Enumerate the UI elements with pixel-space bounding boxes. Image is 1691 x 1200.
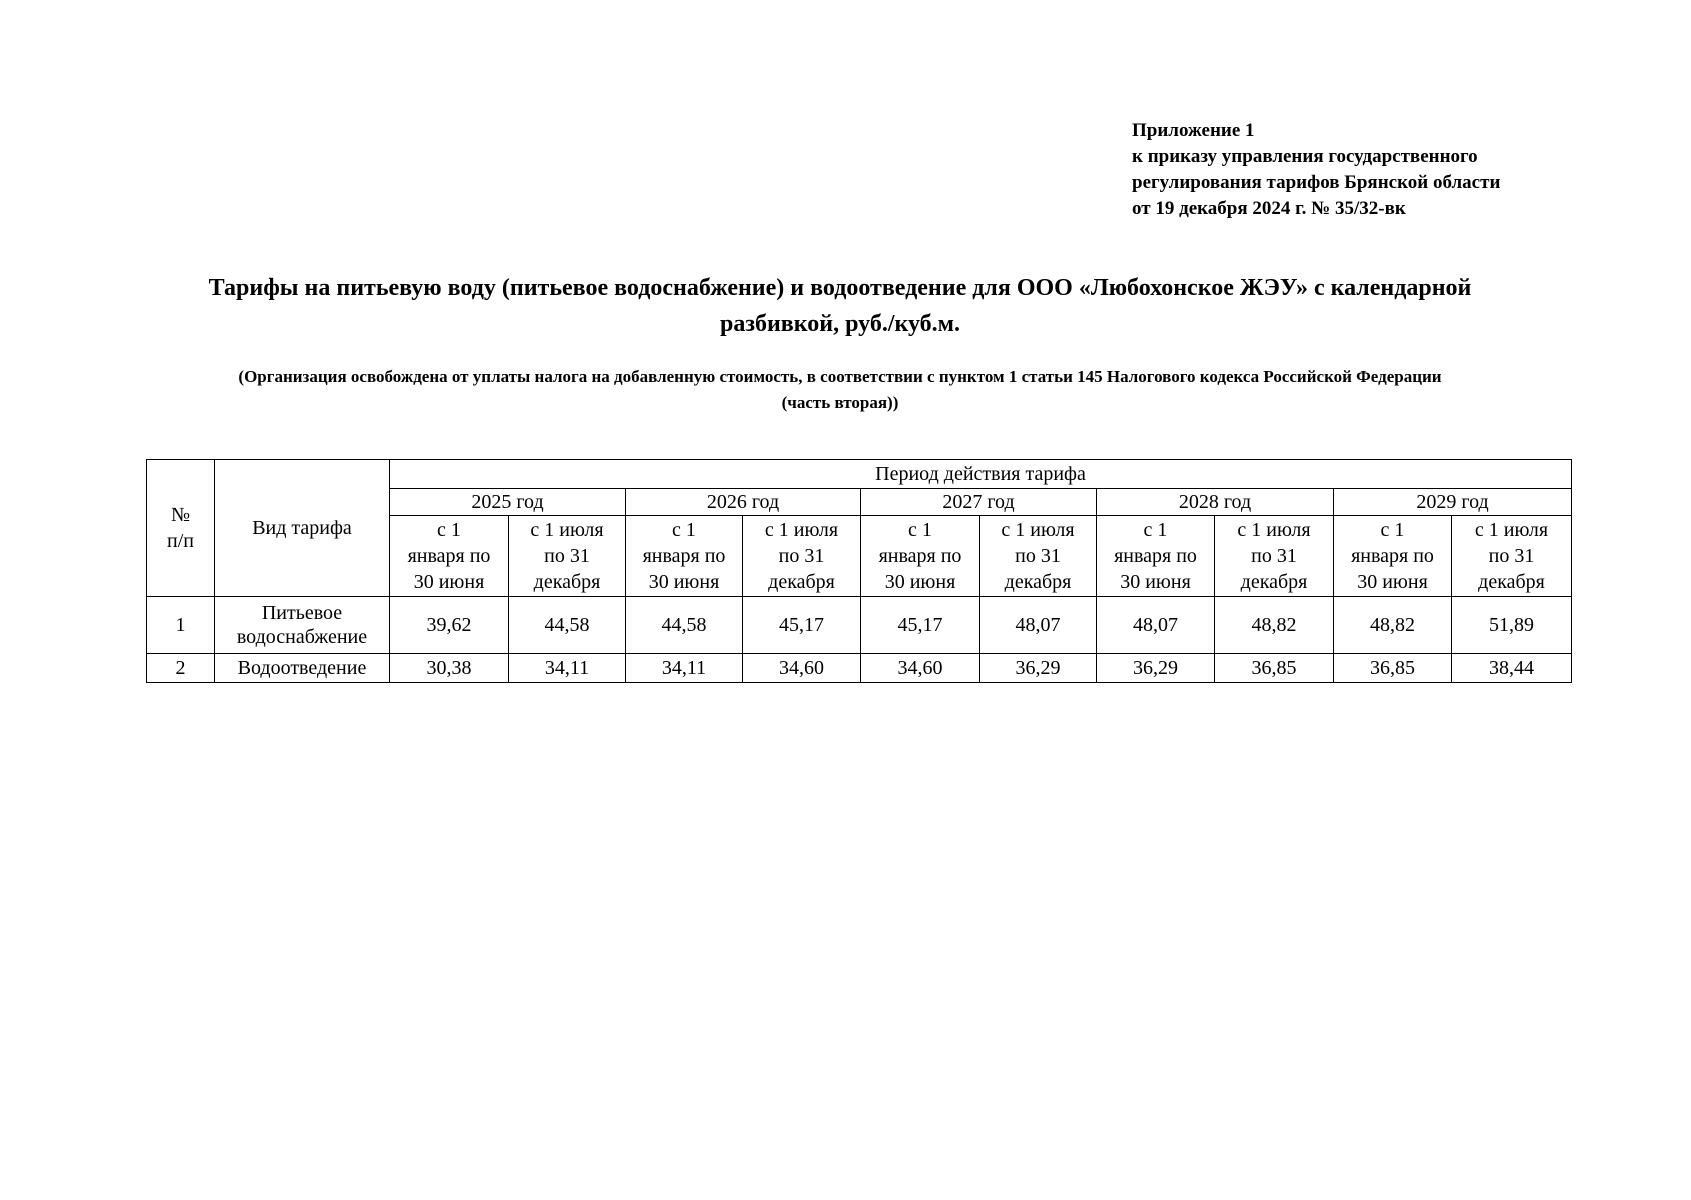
header-year-2027: 2027 год bbox=[861, 489, 1097, 516]
header-half-2 bbox=[1452, 516, 1572, 597]
half2-line-1: с 1 июля bbox=[1237, 519, 1311, 541]
header-half-1 bbox=[1334, 516, 1452, 597]
half1-line-3: 30 июня bbox=[884, 571, 956, 593]
header-num bbox=[147, 460, 215, 597]
half1-line-3: 30 июня bbox=[1120, 571, 1191, 593]
half2-line-1: с 1 июля bbox=[1474, 519, 1549, 541]
half2-line-2: по 31 bbox=[544, 545, 590, 567]
half2-line-1: с 1 июля bbox=[530, 519, 604, 541]
value-cell: 36,29 bbox=[980, 654, 1097, 683]
half1-line-3: 30 июня bbox=[413, 571, 485, 593]
title-line-1: Тарифы на питьевую воду (питьевое водоснабжение) и водоотведение для ООО «Любохонское ЖЭУ» с календарной bbox=[208, 275, 1472, 301]
document-title bbox=[110, 270, 1570, 342]
value-cell: 39,62 bbox=[390, 597, 509, 654]
half2-line-3: декабря bbox=[1240, 571, 1308, 593]
half2-line-3: декабря bbox=[1478, 571, 1545, 593]
header-year-2026: 2026 год bbox=[626, 489, 861, 516]
half2-line-2: по 31 bbox=[1488, 545, 1535, 567]
half1-line-2: января по bbox=[642, 545, 726, 567]
row-num: 1 bbox=[147, 597, 215, 654]
half1-line-2: января по bbox=[878, 545, 962, 567]
value-cell: 48,07 bbox=[1097, 597, 1215, 654]
half1-line-3: 30 июня bbox=[1357, 571, 1428, 593]
header-half-2 bbox=[1215, 516, 1334, 597]
tariff-table bbox=[146, 459, 1572, 683]
header-half-1 bbox=[390, 516, 509, 597]
value-cell: 34,11 bbox=[626, 654, 743, 683]
header-year-2025: 2025 год bbox=[390, 489, 626, 516]
value-cell: 36,85 bbox=[1215, 654, 1334, 683]
half1-line-1: с 1 bbox=[1143, 519, 1168, 541]
half2-line-2: по 31 bbox=[1015, 545, 1061, 567]
appendix-line-4: от 19 декабря 2024 г. № 35/32-вк bbox=[1132, 198, 1406, 219]
half2-line-2: по 31 bbox=[778, 545, 825, 567]
note-line-1: (Организация освобождена от уплаты налога на добавленную стоимость, в соответствии с пунктом 1 статьи 145 Налогового кодекса Российской Федерации bbox=[238, 367, 1442, 386]
value-cell: 48,82 bbox=[1334, 597, 1452, 654]
header-num-line-2: п/п bbox=[167, 530, 194, 552]
row-kind-line-2: водоснабжение bbox=[236, 626, 368, 648]
half1-line-2: января по bbox=[1114, 545, 1197, 567]
half2-line-3: декабря bbox=[533, 571, 601, 593]
value-cell: 38,44 bbox=[1452, 654, 1572, 683]
table-row bbox=[147, 597, 1572, 654]
header-half-2 bbox=[743, 516, 861, 597]
half1-line-1: с 1 bbox=[908, 519, 932, 541]
table-row bbox=[147, 654, 1572, 683]
header-kind: Вид тарифа bbox=[215, 460, 390, 597]
half1-line-3: 30 июня bbox=[648, 571, 720, 593]
title-line-2: разбивкой, руб./куб.м. bbox=[719, 311, 961, 337]
value-cell: 44,58 bbox=[509, 597, 626, 654]
half1-line-2: января по bbox=[407, 545, 491, 567]
header-half-1 bbox=[861, 516, 980, 597]
header-num-line-1: № bbox=[170, 504, 191, 526]
row-kind: Водоотведение bbox=[215, 654, 390, 683]
half1-line-1: с 1 bbox=[672, 519, 696, 541]
appendix-block bbox=[1132, 118, 1592, 222]
row-num: 2 bbox=[147, 654, 215, 683]
value-cell: 51,89 bbox=[1452, 597, 1572, 654]
half2-line-3: декабря bbox=[768, 571, 835, 593]
appendix-line-1: Приложение 1 bbox=[1132, 120, 1255, 141]
header-period: Период действия тарифа bbox=[390, 460, 1572, 489]
header-half-2 bbox=[509, 516, 626, 597]
value-cell: 48,07 bbox=[980, 597, 1097, 654]
value-cell: 30,38 bbox=[390, 654, 509, 683]
row-kind bbox=[215, 597, 390, 654]
value-cell: 36,85 bbox=[1334, 654, 1452, 683]
value-cell: 45,17 bbox=[743, 597, 861, 654]
row-kind-line-1: Питьевое bbox=[261, 602, 343, 624]
value-cell: 34,60 bbox=[743, 654, 861, 683]
header-half-1 bbox=[626, 516, 743, 597]
value-cell: 45,17 bbox=[861, 597, 980, 654]
half2-line-3: декабря bbox=[1004, 571, 1072, 593]
header-half-2 bbox=[980, 516, 1097, 597]
value-cell: 48,82 bbox=[1215, 597, 1334, 654]
half1-line-1: с 1 bbox=[437, 519, 461, 541]
half2-line-1: с 1 июля bbox=[1001, 519, 1075, 541]
header-half-1 bbox=[1097, 516, 1215, 597]
header-row-period bbox=[147, 460, 1572, 489]
value-cell: 36,29 bbox=[1097, 654, 1215, 683]
vat-note bbox=[110, 364, 1570, 416]
half1-line-1: с 1 bbox=[1380, 519, 1405, 541]
value-cell: 44,58 bbox=[626, 597, 743, 654]
value-cell: 34,11 bbox=[509, 654, 626, 683]
half2-line-1: с 1 июля bbox=[764, 519, 839, 541]
appendix-line-3: регулирования тарифов Брянской области bbox=[1132, 172, 1501, 193]
half2-line-2: по 31 bbox=[1251, 545, 1297, 567]
header-year-2028: 2028 год bbox=[1097, 489, 1334, 516]
header-year-2029: 2029 год bbox=[1334, 489, 1572, 516]
half1-line-2: января по bbox=[1351, 545, 1434, 567]
appendix-line-2: к приказу управления государственного bbox=[1132, 146, 1478, 167]
note-line-2: (часть вторая)) bbox=[781, 393, 899, 412]
value-cell: 34,60 bbox=[861, 654, 980, 683]
